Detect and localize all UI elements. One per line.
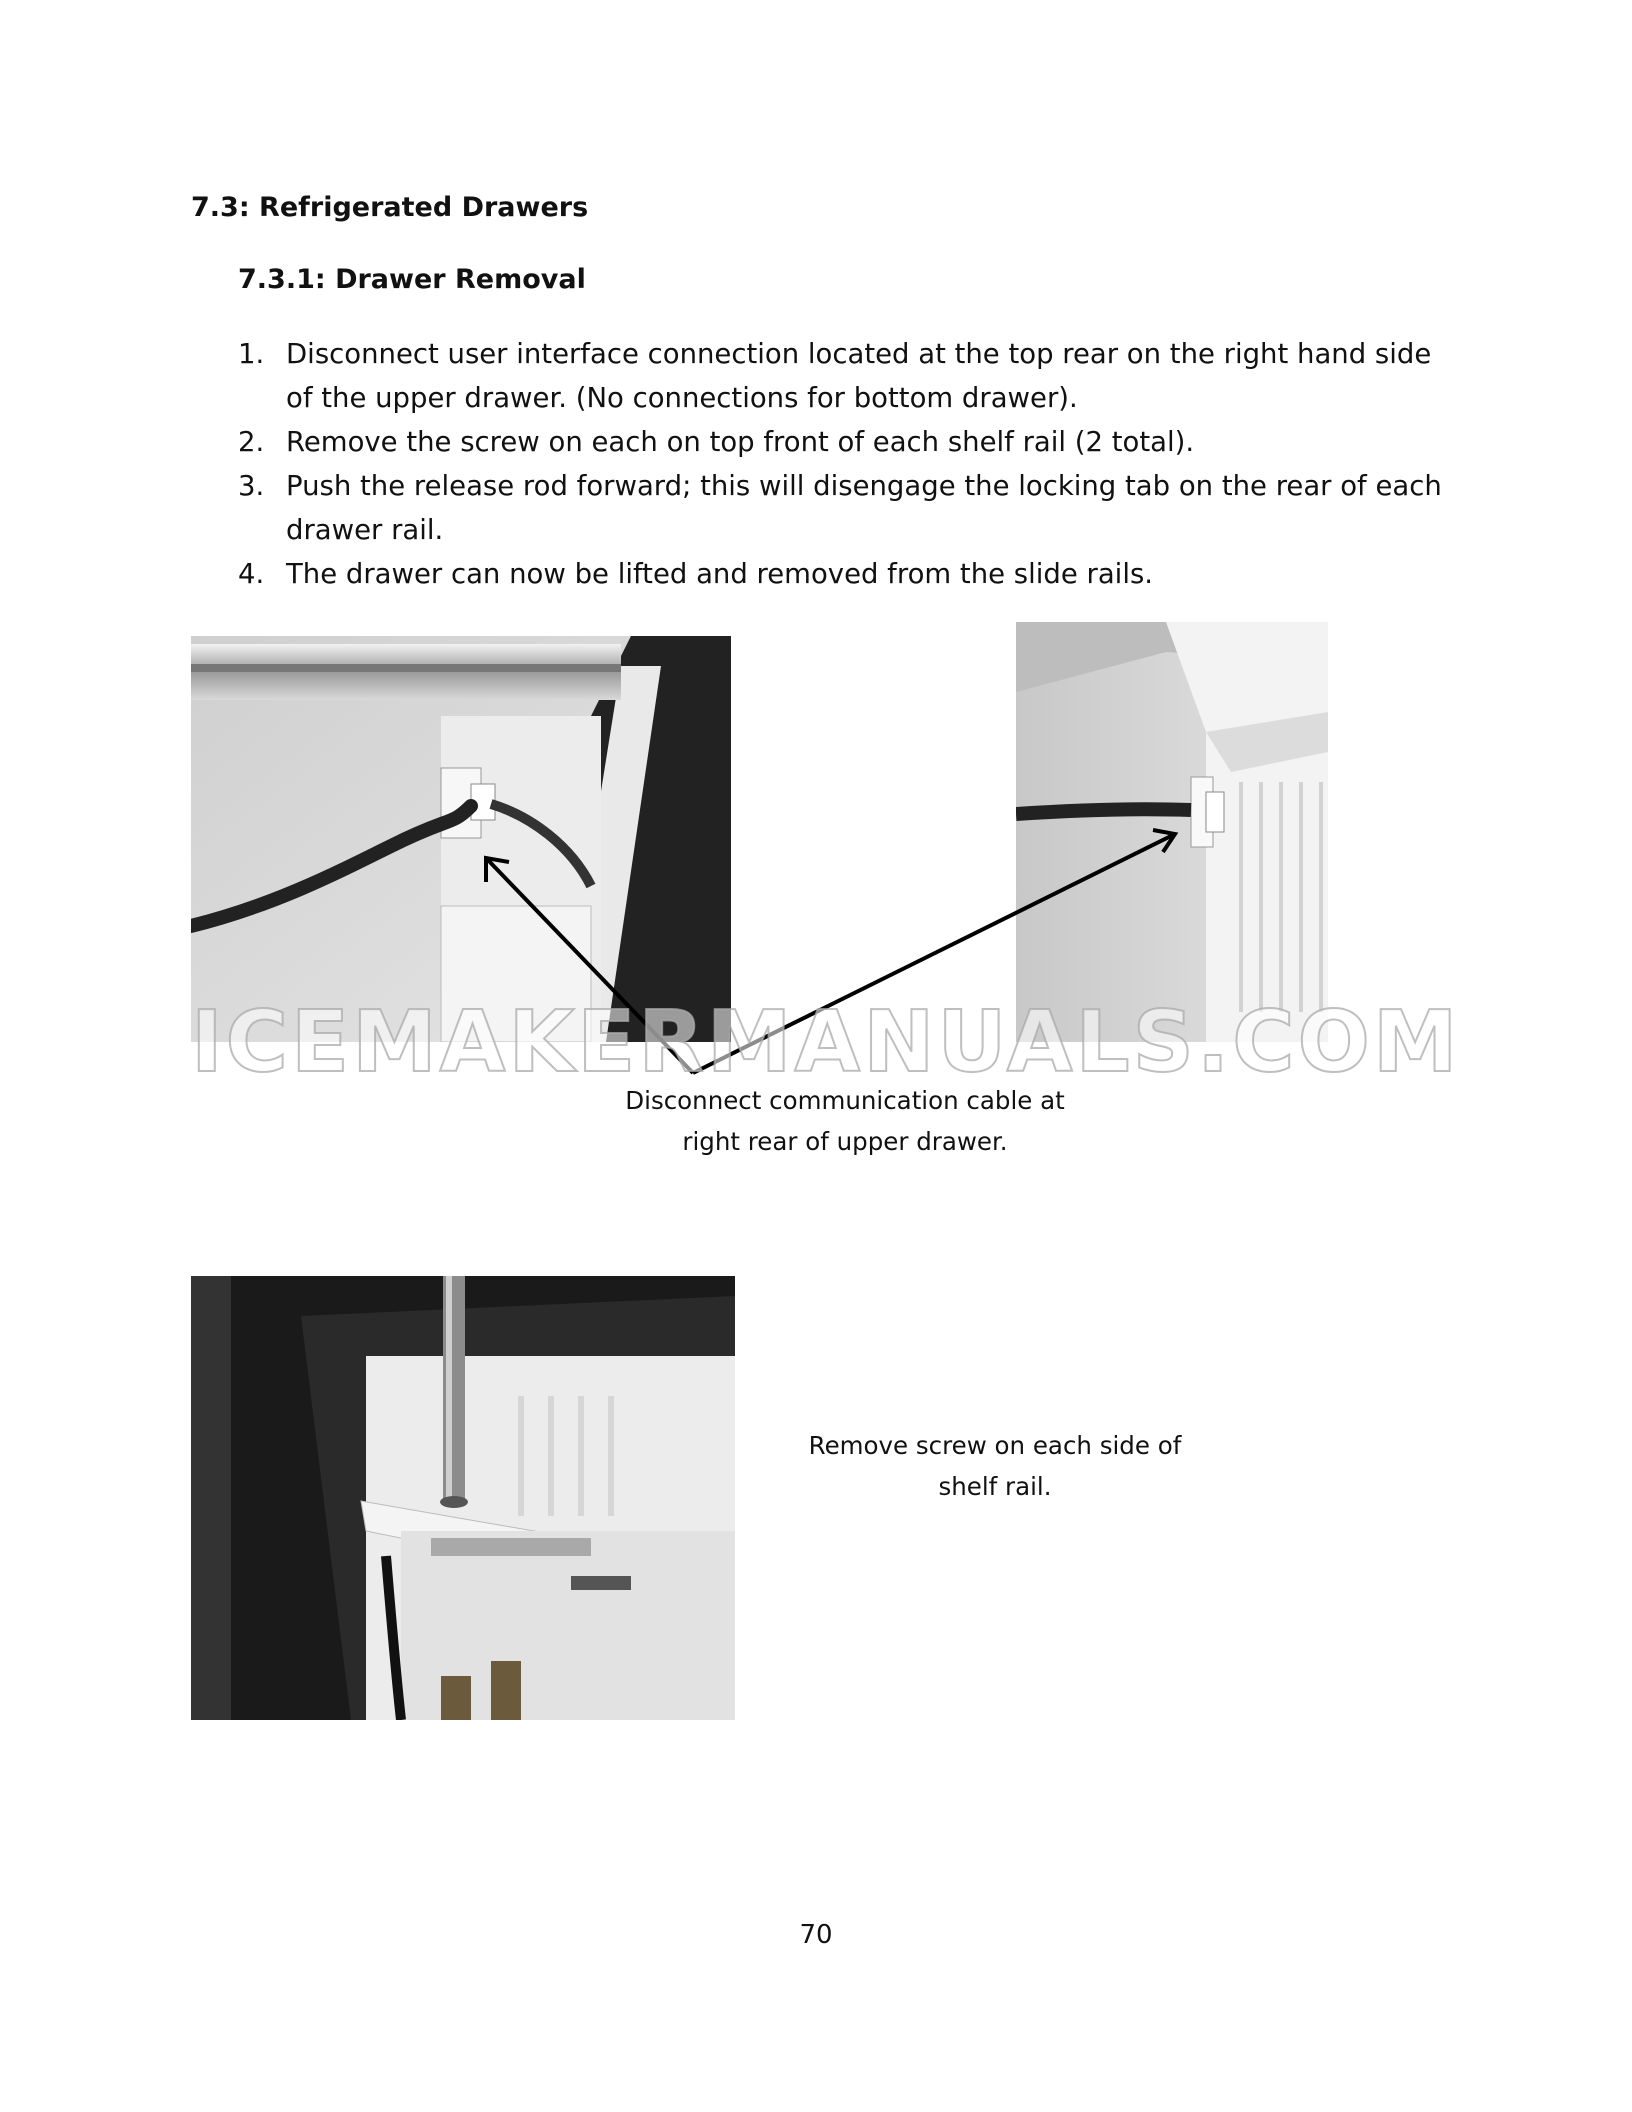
caption-remove-screw xyxy=(775,1425,1215,1507)
page-number: 70 xyxy=(799,1920,833,1950)
step-text: Push the release rod forward; this will disengage the locking tab on the rear of each drawer rail. xyxy=(286,470,1442,546)
caption-line: Disconnect communication cable at xyxy=(625,1086,1065,1115)
step-number: 3. xyxy=(238,470,265,502)
step-text: Remove the screw on each on top front of each shelf rail (2 total). xyxy=(286,426,1195,458)
step-number: 1. xyxy=(238,338,265,370)
caption-line: shelf rail. xyxy=(938,1472,1052,1501)
step-text: Disconnect user interface connection located at the top rear on the right hand side of the upper drawer. (No connections for bottom drawer). xyxy=(286,338,1432,414)
caption-communication-cable xyxy=(575,1080,1115,1162)
caption-line: Remove screw on each side of xyxy=(808,1431,1182,1460)
subsection-title: 7.3.1: Drawer Removal xyxy=(238,264,586,295)
step-number: 4. xyxy=(238,558,265,590)
watermark: ICEMAKERMANUALS.COM xyxy=(191,993,1461,1092)
caption-line: right rear of upper drawer. xyxy=(682,1127,1008,1156)
section-title: 7.3: Refrigerated Drawers xyxy=(191,192,589,223)
step-text: The drawer can now be lifted and removed from the slide rails. xyxy=(286,558,1154,590)
step-number: 2. xyxy=(238,426,265,458)
